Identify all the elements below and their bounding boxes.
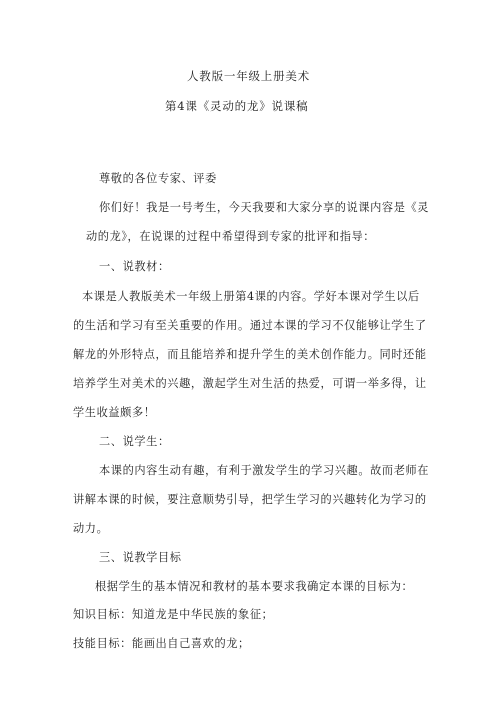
section3-line-3: 技能目标：能画出自己喜欢的龙； (73, 637, 250, 650)
section2-line-2: 讲解本课的时候，要注意顺势引导，把学生学习的兴趣转化为学习的 (73, 493, 427, 506)
doc-title-line2: 第4课《灵动的龙》说课稿 (165, 99, 309, 113)
section-heading-goals: 三、说教学目标 (99, 551, 182, 564)
section1-line-3: 解龙的外形特点，而且能培养和提升学生的美术创作能力。同时还能 (73, 348, 427, 361)
section1-line-2: 的生活和学习有至关重要的作用。通过本课的学习不仅能够让学生了 (73, 319, 427, 332)
section-heading-students: 二、说学生： (99, 435, 170, 448)
section-heading-textbook: 一、说教材： (99, 260, 170, 273)
section3-line-2: 知识目标：知道龙是中华民族的象征； (73, 608, 274, 621)
section1-line-4: 培养学生对美术的兴趣，激起学生对生活的热爱，可谓一举多得，让 (73, 377, 427, 390)
section2-line-1: 本课的内容生动有趣，有利于激发学生的学习兴趣。故而老师在 (99, 464, 430, 477)
intro-line-2: 动的龙》，在说课的过程中希望得到专家的批评和指导： (86, 230, 376, 243)
section1-line-1: 本课是人教版美术一年级上册第4课的内容。学好本课对学生以后 (82, 290, 420, 303)
greeting: 尊敬的各位专家、评委 (99, 172, 217, 185)
section1-line-5: 学生收益颇多！ (73, 406, 156, 419)
section2-line-3: 动力。 (73, 522, 109, 535)
intro-line-1: 你们好！我是一号考生，今天我要和大家分享的说课内容是《灵 (99, 201, 430, 214)
doc-title-line1: 人教版一年级上册美术 (187, 69, 310, 83)
section3-line-1: 根据学生的基本情况和教材的基本要求我确定本课的目标为： (95, 580, 414, 593)
